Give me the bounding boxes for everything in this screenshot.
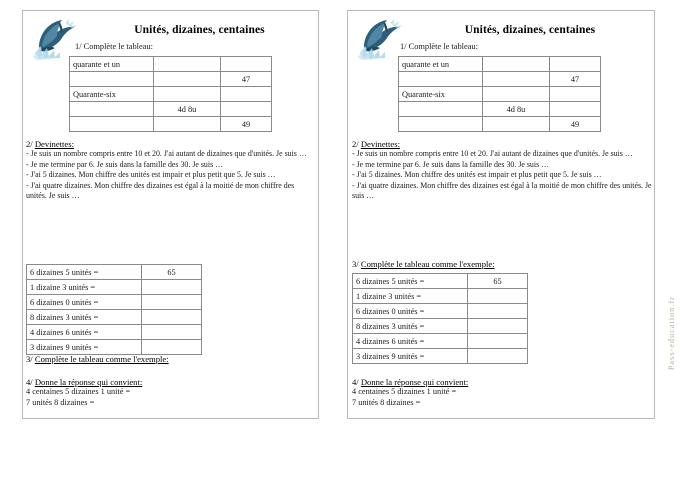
table-cell[interactable]: [221, 57, 272, 72]
table-cell[interactable]: 49: [550, 117, 601, 132]
worksheet-panel-left: [22, 10, 319, 419]
riddle-item: - Je me termine par 6. Je suis dans la famille des 30. Je suis …: [26, 159, 224, 169]
riddle-item: - Je me termine par 6. Je suis dans la famille des 30. Je suis …: [352, 159, 550, 169]
table-row: [399, 72, 601, 87]
table-cell[interactable]: [483, 87, 550, 102]
riddle-item: - J'ai 5 dizaines. Mon chiffre des unités est impair et plus petit que 5. Je suis …: [26, 170, 276, 179]
table-row: [399, 117, 601, 132]
table-row: [27, 295, 202, 310]
riddle-item: - Je suis un nombre compris entre 10 et 20. J'ai autant de dizaines que d'unités. Je suis …: [352, 149, 633, 158]
page-title: Unités, dizaines, centaines: [464, 24, 596, 36]
table-row: [27, 280, 202, 295]
table-cell[interactable]: [468, 319, 528, 334]
table-row: [70, 72, 272, 87]
exercise2-heading: [352, 139, 652, 149]
exercise1-table: [69, 56, 272, 132]
exercise4-question: 4 centaines 5 dizaines 1 unité =: [352, 387, 457, 396]
table-cell[interactable]: 4d 8u: [483, 102, 550, 117]
table-row: [399, 102, 601, 117]
table-cell[interactable]: [483, 72, 550, 87]
exercise3-table: [352, 273, 528, 364]
exercise4-question: 4 centaines 5 dizaines 1 unité =: [26, 387, 131, 396]
exercise4-heading-label: Donne la réponse qui convient:: [360, 377, 469, 387]
worksheet-panel-right: [347, 10, 655, 419]
exercise2-heading-number: 2/: [26, 139, 35, 149]
exercise4-heading-label: Donne la réponse qui convient:: [34, 377, 143, 387]
riddle-item: - J'ai quatre dizaines. Mon chiffre des dizaines est égal à la moitié de mon chiffre des unités. Je suis …: [26, 180, 295, 200]
page-title: Unités, dizaines, centaines: [134, 24, 265, 36]
table-row: [353, 334, 528, 349]
table-cell: 1 dizaine 3 unités =: [27, 280, 142, 295]
table-row: [399, 87, 601, 102]
exercise3-heading-number: 3/: [26, 354, 35, 364]
table-cell[interactable]: [550, 87, 601, 102]
table-cell[interactable]: [154, 57, 221, 72]
table-cell: 4 dizaines 6 unités =: [27, 325, 142, 340]
exercise4-section: [26, 377, 316, 409]
table-cell[interactable]: 49: [221, 117, 272, 132]
exercise1-table-wrapper: [69, 56, 272, 132]
table-cell[interactable]: [142, 280, 202, 295]
table-cell[interactable]: [483, 57, 550, 72]
table-row: [70, 102, 272, 117]
table-cell: 8 dizaines 3 unités =: [27, 310, 142, 325]
table-row: [70, 117, 272, 132]
riddle-item: - Je suis un nombre compris entre 10 et 20. J'ai autant de dizaines que d'unités. Je suis …: [26, 149, 307, 158]
table-cell[interactable]: quarante et un: [399, 57, 483, 72]
riddle-item: - J'ai quatre dizaines. Mon chiffre des dizaines est égal à la moitié de mon chiffre des unités. Je suis …: [352, 180, 652, 200]
table-cell[interactable]: 4d 8u: [154, 102, 221, 117]
table-cell[interactable]: [468, 289, 528, 304]
table-cell[interactable]: [550, 102, 601, 117]
exercise1-table: [398, 56, 601, 132]
dolphin-icon: [29, 13, 83, 61]
table-cell[interactable]: Quarante-six: [399, 87, 483, 102]
watermark: Pass-education.fr: [667, 296, 676, 371]
table-cell[interactable]: quarante et un: [70, 57, 154, 72]
table-cell[interactable]: [154, 117, 221, 132]
exercise2-heading: [26, 139, 316, 149]
table-row: [353, 274, 528, 289]
table-cell: 6 dizaines 5 unités =: [27, 265, 142, 280]
exercise4-question: 7 unités 8 dizaines =: [352, 397, 421, 407]
table-cell[interactable]: 65: [142, 265, 202, 280]
table-row: [353, 349, 528, 364]
table-cell: 6 dizaines 5 unités =: [353, 274, 468, 289]
exercise1-heading: 1/ Complète le tableau:: [75, 42, 153, 51]
table-cell[interactable]: [70, 117, 154, 132]
table-cell: 8 dizaines 3 unités =: [353, 319, 468, 334]
table-cell[interactable]: [399, 72, 483, 87]
table-cell[interactable]: [399, 117, 483, 132]
exercise3-heading-label: Complète le tableau comme l'exemple:: [360, 259, 495, 269]
exercise4-heading-number: 4/: [352, 377, 361, 387]
table-cell[interactable]: [70, 72, 154, 87]
table-row: [27, 325, 202, 340]
table-cell[interactable]: [399, 102, 483, 117]
table-cell[interactable]: [142, 295, 202, 310]
exercise3-heading-number: 3/: [352, 259, 361, 269]
exercise4-heading: [26, 377, 316, 387]
table-cell[interactable]: [142, 310, 202, 325]
table-cell[interactable]: [142, 340, 202, 355]
table-row: [27, 310, 202, 325]
table-cell[interactable]: [221, 87, 272, 102]
exercise2-heading-label: Devinettes:: [34, 139, 74, 149]
exercise1-heading: 1/ Complète le tableau:: [400, 42, 478, 51]
table-cell[interactable]: [468, 304, 528, 319]
table-cell[interactable]: Quarante-six: [70, 87, 154, 102]
table-row: [399, 57, 601, 72]
panel-header: [348, 11, 654, 55]
exercise2-section: [352, 139, 652, 202]
exercise3-heading: [26, 354, 169, 364]
exercise3-heading-label: Complète le tableau comme l'exemple:: [34, 354, 169, 364]
table-row: [353, 319, 528, 334]
riddle-item: - J'ai 5 dizaines. Mon chiffre des unités est impair et plus petit que 5. Je suis …: [352, 170, 602, 179]
table-cell[interactable]: [221, 102, 272, 117]
table-row: [70, 87, 272, 102]
exercise3-table: [26, 264, 202, 355]
table-cell[interactable]: [154, 87, 221, 102]
table-cell[interactable]: 47: [221, 72, 272, 87]
table-cell[interactable]: [468, 349, 528, 364]
exercise3-heading: [352, 259, 495, 269]
exercise2-heading-label: Devinettes:: [360, 139, 400, 149]
exercise3-table-wrapper: [352, 273, 528, 364]
exercise4-question: 7 unités 8 dizaines =: [26, 397, 95, 407]
exercise2-section: [26, 139, 316, 202]
table-cell: 6 dizaines 0 unités =: [27, 295, 142, 310]
exercise4-heading: [352, 377, 652, 387]
exercise4-section: [352, 377, 652, 409]
table-cell[interactable]: [70, 102, 154, 117]
table-row: [27, 265, 202, 280]
exercise1-table-wrapper: [398, 56, 601, 132]
table-row: [353, 304, 528, 319]
panel-header: [23, 11, 318, 55]
table-row: [70, 57, 272, 72]
table-row: [353, 289, 528, 304]
table-cell[interactable]: [142, 325, 202, 340]
table-cell: 1 dizaine 3 unités =: [353, 289, 468, 304]
exercise2-heading-number: 2/: [352, 139, 361, 149]
table-cell[interactable]: [468, 334, 528, 349]
table-cell[interactable]: 47: [550, 72, 601, 87]
dolphin-icon: [354, 13, 408, 61]
table-row: [27, 340, 202, 355]
table-cell[interactable]: 65: [468, 274, 528, 289]
exercise4-heading-number: 4/: [26, 377, 35, 387]
table-cell: 3 dizaines 9 unités =: [27, 340, 142, 355]
table-cell[interactable]: [483, 117, 550, 132]
table-cell: 4 dizaines 6 unités =: [353, 334, 468, 349]
table-cell: 6 dizaines 0 unités =: [353, 304, 468, 319]
exercise3-table-wrapper: [26, 264, 202, 355]
table-cell: 3 dizaines 9 unités =: [353, 349, 468, 364]
table-cell[interactable]: [154, 72, 221, 87]
table-cell[interactable]: [550, 57, 601, 72]
